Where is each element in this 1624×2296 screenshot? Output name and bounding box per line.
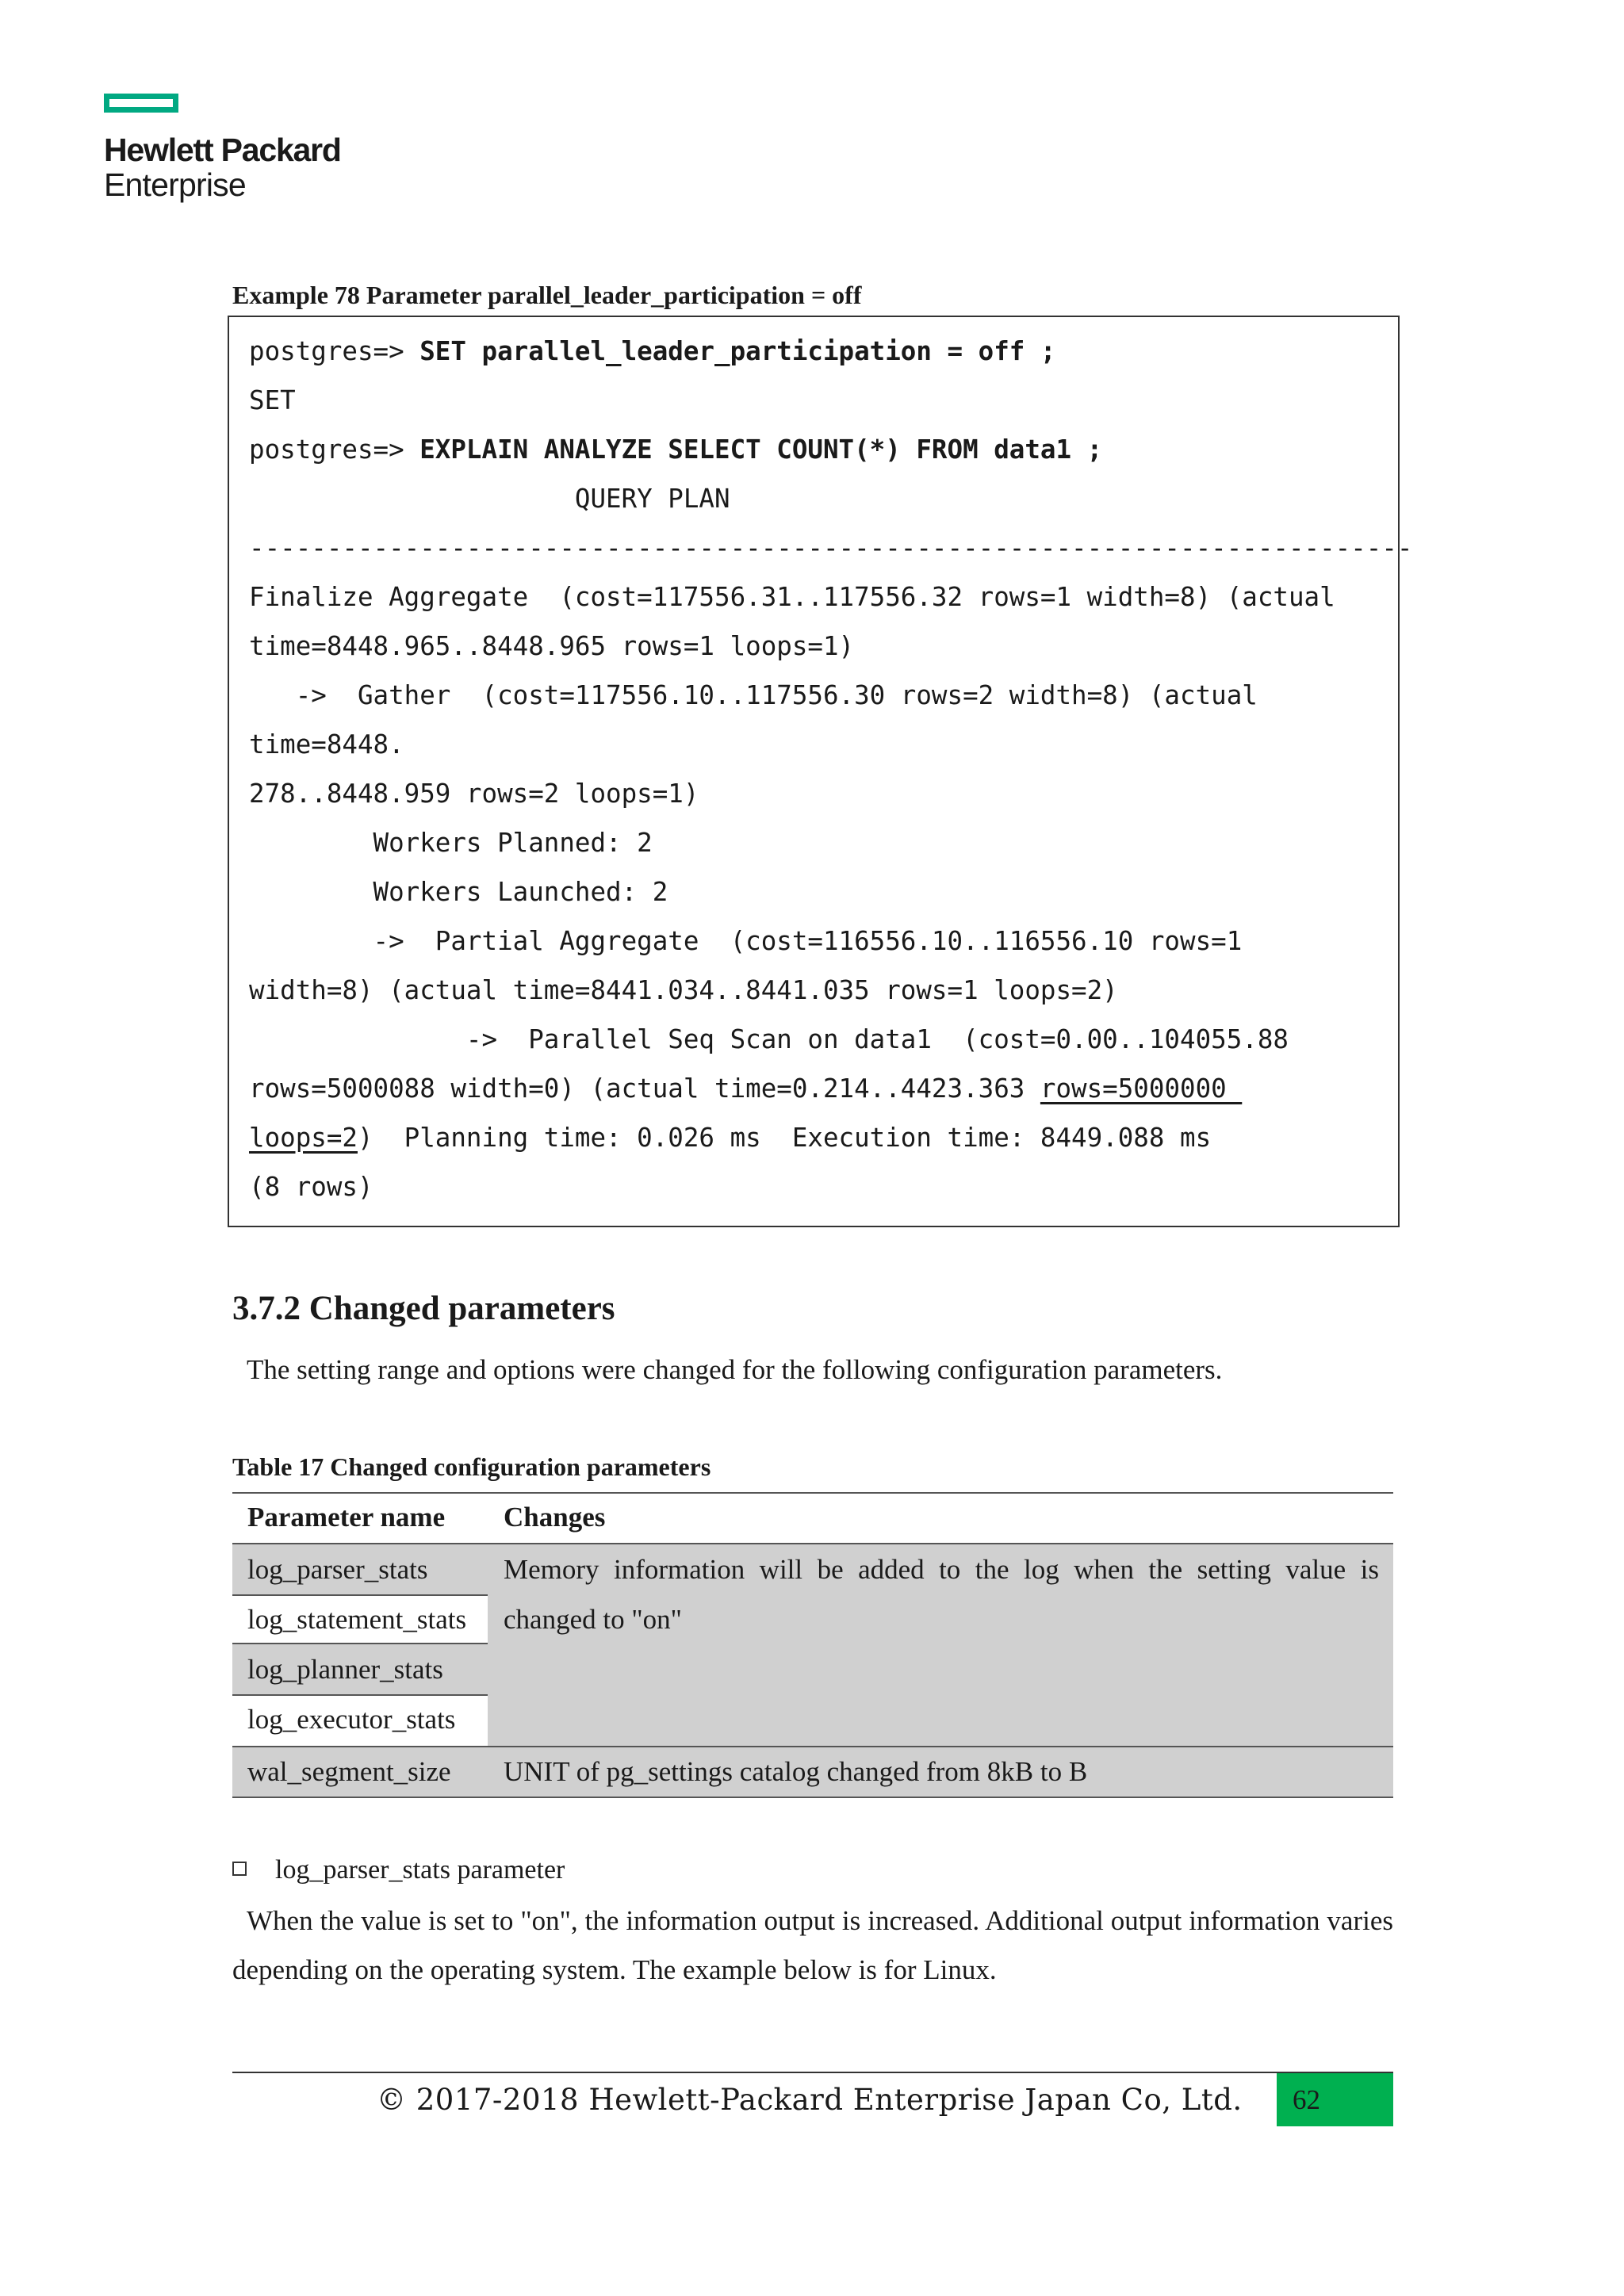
code-line: Workers Launched: 2 xyxy=(249,877,668,907)
section-intro: The setting range and options were changed for the following configuration parameters. xyxy=(247,1354,1223,1385)
code-line: time=8448. xyxy=(249,729,404,760)
square-bullet-icon xyxy=(232,1862,247,1876)
table-cell-change: Memory information will be added to the log when the setting value is changed to "on" xyxy=(504,1554,1379,1635)
logo-text-line1: Hewlett Packard xyxy=(104,132,341,168)
code-line: rows=5000088 width=0) (actual time=0.214..4423.363 rows=5000000 xyxy=(249,1073,1243,1104)
table-row xyxy=(232,1747,1393,1798)
code-example-box xyxy=(228,316,1413,1227)
code-line: --------------------------------------------------------------------------- xyxy=(249,533,1413,563)
page-number-box xyxy=(1277,2073,1393,2126)
table-caption: Table 17 Changed configuration parameters xyxy=(232,1452,711,1481)
bullet-item xyxy=(232,1855,565,1885)
section-heading: 3.7.2 Changed parameters xyxy=(232,1290,615,1327)
table-cell-param: wal_segment_size xyxy=(247,1756,451,1787)
logo-text-line2: Enterprise xyxy=(104,166,246,203)
table-cell-change: UNIT of pg_settings catalog changed from 8kB to B xyxy=(504,1756,1088,1787)
body-paragraph: When the value is set to "on", the information output is increased. Additional output information varies depending on the operating system. The example below is for Linux. xyxy=(232,1905,1393,1985)
table-cell-param: log_statement_stats xyxy=(232,1594,488,1644)
code-line: -> Partial Aggregate (cost=116556.10..116556.10 rows=1 xyxy=(249,926,1243,956)
code-line: postgres=> SET parallel_leader_participation = off ; xyxy=(249,336,1056,366)
bullet-text: log_parser_stats parameter xyxy=(275,1855,565,1885)
changed-parameters-table xyxy=(232,1492,1393,1798)
code-line: loops=2) Planning time: 0.026 ms Execution time: 8449.088 ms xyxy=(249,1123,1212,1153)
code-line: -> Gather (cost=117556.10..117556.30 rows=2 width=8) (actual xyxy=(249,680,1258,710)
table-header-row xyxy=(232,1494,1393,1544)
page-number: 62 xyxy=(1293,2084,1320,2115)
code-line: Workers Planned: 2 xyxy=(249,828,653,858)
hpe-logo xyxy=(104,94,358,205)
hpe-logo-bar-icon xyxy=(104,94,178,113)
header-changes: Changes xyxy=(504,1502,606,1533)
code-line: postgres=> EXPLAIN ANALYZE SELECT COUNT(*) FROM data1 ; xyxy=(249,434,1103,465)
code-line: SET xyxy=(249,385,296,415)
example-caption: Example 78 Parameter parallel_leader_participation = off xyxy=(232,281,862,309)
code-line: -> Parallel Seq Scan on data1 (cost=0.00..104055.88 xyxy=(249,1024,1289,1054)
table-cell-param: log_executor_stats xyxy=(232,1694,488,1746)
table-cell-param: log_planner_stats xyxy=(247,1654,443,1685)
code-line: width=8) (actual time=8441.034..8441.035 rows=1 loops=2) xyxy=(249,975,1118,1005)
footer-rule xyxy=(232,2072,1393,2073)
footer-copyright: © 2017-2018 Hewlett-Packard Enterprise Japan Co, Ltd. xyxy=(377,2083,1243,2117)
code-line: Finalize Aggregate (cost=117556.31..117556.32 rows=1 width=8) (actual xyxy=(249,582,1335,612)
table-row-group xyxy=(232,1544,1393,1747)
code-line: 278..8448.959 rows=2 loops=1) xyxy=(249,779,699,809)
header-parameter-name: Parameter name xyxy=(247,1502,446,1533)
code-line: (8 rows) xyxy=(249,1172,373,1202)
code-line: QUERY PLAN xyxy=(249,484,730,514)
table-cell-param: log_parser_stats xyxy=(247,1554,428,1585)
code-line: time=8448.965..8448.965 rows=1 loops=1) xyxy=(249,631,855,661)
